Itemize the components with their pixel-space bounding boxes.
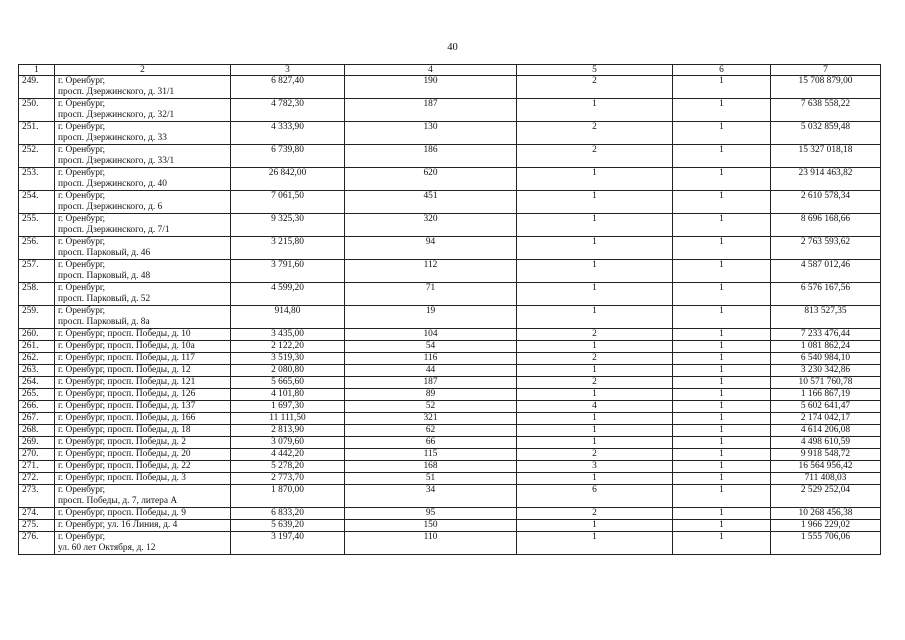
table-row (19, 122, 881, 145)
table-row (19, 401, 881, 413)
area-cell: 4 782,30 (231, 99, 345, 122)
address-line-1: г. Оренбург, просп. Победы, д. 121 (58, 377, 196, 387)
area-cell: 11 111,50 (231, 413, 345, 425)
table-row (19, 260, 881, 283)
address-cell (55, 389, 231, 401)
cost-cell: 5 602 641,47 (771, 401, 881, 413)
cost-cell: 2 610 578,34 (771, 191, 881, 214)
people-cell: 71 (345, 283, 517, 306)
people-cell: 62 (345, 425, 517, 437)
area-cell: 3 197,40 (231, 532, 345, 555)
col5-cell: 1 (517, 99, 673, 122)
cost-cell: 10 268 456,38 (771, 508, 881, 520)
col5-cell: 4 (517, 401, 673, 413)
address-line-1: г. Оренбург, просп. Победы, д. 20 (58, 449, 191, 459)
col6-cell: 1 (673, 99, 771, 122)
row-number: 267. (19, 413, 55, 425)
address-line-1: г. Оренбург, просп. Победы, д. 166 (58, 413, 196, 423)
address-line-1: г. Оренбург, просп. Победы, д. 18 (58, 425, 191, 435)
col5-cell: 2 (517, 353, 673, 365)
area-cell: 26 842,00 (231, 168, 345, 191)
address-cell (55, 353, 231, 365)
col5-cell: 1 (517, 341, 673, 353)
address-cell (55, 168, 231, 191)
address-line-1: г. Оренбург, (58, 237, 106, 247)
table-row (19, 283, 881, 306)
address-line-1: г. Оренбург, просп. Победы, д. 117 (58, 353, 195, 363)
area-cell: 2 773,70 (231, 473, 345, 485)
col5-cell: 1 (517, 413, 673, 425)
header-col-1: 1 (19, 65, 55, 76)
row-number: 270. (19, 449, 55, 461)
address-cell (55, 329, 231, 341)
people-cell: 187 (345, 99, 517, 122)
table-row (19, 99, 881, 122)
area-cell: 7 061,50 (231, 191, 345, 214)
address-line-2: просп. Дзержинского, д. 31/1 (58, 87, 175, 97)
cost-cell: 23 914 463,82 (771, 168, 881, 191)
table-row (19, 389, 881, 401)
header-col-7: 7 (771, 65, 881, 76)
header-col-3: 3 (231, 65, 345, 76)
people-cell: 51 (345, 473, 517, 485)
table-row (19, 306, 881, 329)
row-number: 250. (19, 99, 55, 122)
table-row (19, 508, 881, 520)
people-cell: 44 (345, 365, 517, 377)
header-col-5: 5 (517, 65, 673, 76)
table-body (19, 76, 881, 555)
cost-cell: 7 638 558,22 (771, 99, 881, 122)
address-cell (55, 260, 231, 283)
address-line-2: просп. Дзержинского, д. 33/1 (58, 156, 175, 166)
row-number: 274. (19, 508, 55, 520)
row-number: 275. (19, 520, 55, 532)
people-cell: 116 (345, 353, 517, 365)
address-line-2: просп. Дзержинского, д. 33 (58, 133, 167, 143)
table-row (19, 377, 881, 389)
people-cell: 320 (345, 214, 517, 237)
area-cell: 3 215,80 (231, 237, 345, 260)
header-col-2: 2 (55, 65, 231, 76)
people-cell: 95 (345, 508, 517, 520)
row-number: 265. (19, 389, 55, 401)
area-cell: 3 519,30 (231, 353, 345, 365)
data-table (18, 64, 881, 555)
cost-cell: 15 708 879,00 (771, 76, 881, 99)
col6-cell: 1 (673, 365, 771, 377)
area-cell: 1 870,00 (231, 485, 345, 508)
area-cell: 4 599,20 (231, 283, 345, 306)
address-line-1: г. Оренбург, просп. Победы, д. 22 (58, 461, 191, 471)
table-row (19, 214, 881, 237)
cost-cell: 711 408,03 (771, 473, 881, 485)
cost-cell: 9 918 548,72 (771, 449, 881, 461)
address-line-1: г. Оренбург, просп. Победы, д. 12 (58, 365, 191, 375)
cost-cell: 4 614 206,08 (771, 425, 881, 437)
address-cell (55, 306, 231, 329)
row-number: 262. (19, 353, 55, 365)
col5-cell: 2 (517, 145, 673, 168)
col5-cell: 1 (517, 437, 673, 449)
row-number: 259. (19, 306, 55, 329)
address-line-2: просп. Дзержинского, д. 32/1 (58, 110, 175, 120)
address-cell (55, 437, 231, 449)
area-cell: 4 442,20 (231, 449, 345, 461)
col5-cell: 1 (517, 168, 673, 191)
cost-cell: 6 576 167,56 (771, 283, 881, 306)
address-line-1: г. Оренбург, ул. 16 Линия, д. 4 (58, 520, 178, 530)
row-number: 273. (19, 485, 55, 508)
address-cell (55, 485, 231, 508)
col6-cell: 1 (673, 377, 771, 389)
col6-cell: 1 (673, 389, 771, 401)
col6-cell: 1 (673, 122, 771, 145)
address-cell (55, 214, 231, 237)
row-number: 269. (19, 437, 55, 449)
row-number: 272. (19, 473, 55, 485)
people-cell: 190 (345, 76, 517, 99)
address-cell (55, 191, 231, 214)
cost-cell: 2 529 252,04 (771, 485, 881, 508)
table-row (19, 168, 881, 191)
area-cell: 6 739,80 (231, 145, 345, 168)
address-cell (55, 237, 231, 260)
table-row (19, 191, 881, 214)
people-cell: 115 (345, 449, 517, 461)
cost-cell: 5 032 859,48 (771, 122, 881, 145)
area-cell: 914,80 (231, 306, 345, 329)
address-line-1: г. Оренбург, (58, 168, 106, 178)
row-number: 266. (19, 401, 55, 413)
area-cell: 5 278,20 (231, 461, 345, 473)
col5-cell: 1 (517, 237, 673, 260)
header-col-6: 6 (673, 65, 771, 76)
row-number: 249. (19, 76, 55, 99)
address-line-2: просп. Парковый, д. 46 (58, 248, 151, 258)
address-line-2: ул. 60 лет Октября, д. 12 (58, 543, 156, 553)
address-line-1: г. Оренбург, (58, 485, 106, 495)
address-line-1: г. Оренбург, (58, 260, 106, 270)
row-number: 255. (19, 214, 55, 237)
address-cell (55, 99, 231, 122)
cost-cell: 813 527,35 (771, 306, 881, 329)
row-number: 252. (19, 145, 55, 168)
col6-cell: 1 (673, 473, 771, 485)
table-row (19, 413, 881, 425)
address-line-2: просп. Победы, д. 7, литера А (58, 496, 178, 506)
page-number: 40 (447, 42, 458, 53)
col6-cell: 1 (673, 145, 771, 168)
people-cell: 54 (345, 341, 517, 353)
col5-cell: 1 (517, 520, 673, 532)
people-cell: 104 (345, 329, 517, 341)
col6-cell: 1 (673, 191, 771, 214)
area-cell: 5 639,20 (231, 520, 345, 532)
row-number: 276. (19, 532, 55, 555)
table-row (19, 365, 881, 377)
address-cell (55, 532, 231, 555)
col5-cell: 2 (517, 329, 673, 341)
row-number: 254. (19, 191, 55, 214)
col5-cell: 1 (517, 425, 673, 437)
address-line-1: г. Оренбург, (58, 306, 106, 316)
table-row (19, 329, 881, 341)
table-row (19, 145, 881, 168)
cost-cell: 1 966 229,02 (771, 520, 881, 532)
address-line-1: г. Оренбург, (58, 122, 106, 132)
area-cell: 6 833,20 (231, 508, 345, 520)
people-cell: 66 (345, 437, 517, 449)
row-number: 261. (19, 341, 55, 353)
area-cell: 2 813,90 (231, 425, 345, 437)
table-row (19, 437, 881, 449)
col5-cell: 2 (517, 122, 673, 145)
area-cell: 3 435,00 (231, 329, 345, 341)
area-cell: 4 333,90 (231, 122, 345, 145)
col6-cell: 1 (673, 329, 771, 341)
row-number: 260. (19, 329, 55, 341)
people-cell: 150 (345, 520, 517, 532)
address-line-2: просп. Парковый, д. 8а (58, 317, 150, 327)
col5-cell: 1 (517, 365, 673, 377)
address-cell (55, 401, 231, 413)
col6-cell: 1 (673, 508, 771, 520)
col5-cell: 1 (517, 260, 673, 283)
col6-cell: 1 (673, 485, 771, 508)
table-row (19, 485, 881, 508)
address-line-1: г. Оренбург, просп. Победы, д. 10а (58, 341, 195, 351)
address-cell (55, 145, 231, 168)
address-line-2: просп. Дзержинского, д. 6 (58, 202, 163, 212)
address-line-1: г. Оренбург, (58, 145, 106, 155)
table-row (19, 237, 881, 260)
cost-cell: 7 233 476,44 (771, 329, 881, 341)
col6-cell: 1 (673, 520, 771, 532)
table-row (19, 341, 881, 353)
people-cell: 620 (345, 168, 517, 191)
address-line-1: г. Оренбург, (58, 532, 106, 542)
col6-cell: 1 (673, 437, 771, 449)
col5-cell: 2 (517, 449, 673, 461)
col5-cell: 3 (517, 461, 673, 473)
table-row (19, 449, 881, 461)
col6-cell: 1 (673, 353, 771, 365)
address-line-1: г. Оренбург, (58, 283, 106, 293)
address-line-1: г. Оренбург, (58, 76, 106, 86)
col6-cell: 1 (673, 260, 771, 283)
col5-cell: 2 (517, 377, 673, 389)
address-cell (55, 365, 231, 377)
col5-cell: 1 (517, 306, 673, 329)
address-line-2: просп. Дзержинского, д. 40 (58, 179, 167, 189)
address-line-1: г. Оренбург, просп. Победы, д. 137 (58, 401, 196, 411)
address-line-1: г. Оренбург, просп. Победы, д. 9 (58, 508, 186, 518)
area-cell: 4 101,80 (231, 389, 345, 401)
table-row (19, 425, 881, 437)
row-number: 268. (19, 425, 55, 437)
address-cell (55, 473, 231, 485)
area-cell: 1 697,30 (231, 401, 345, 413)
address-cell (55, 283, 231, 306)
col6-cell: 1 (673, 461, 771, 473)
row-number: 263. (19, 365, 55, 377)
col6-cell: 1 (673, 76, 771, 99)
col5-cell: 6 (517, 485, 673, 508)
col5-cell: 1 (517, 532, 673, 555)
col6-cell: 1 (673, 214, 771, 237)
col6-cell: 1 (673, 401, 771, 413)
people-cell: 34 (345, 485, 517, 508)
address-cell (55, 76, 231, 99)
address-line-2: просп. Парковый, д. 52 (58, 294, 151, 304)
address-line-1: г. Оренбург, (58, 214, 106, 224)
people-cell: 187 (345, 377, 517, 389)
table-row (19, 520, 881, 532)
cost-cell: 15 327 018,18 (771, 145, 881, 168)
col6-cell: 1 (673, 237, 771, 260)
cost-cell: 3 230 342,86 (771, 365, 881, 377)
people-cell: 19 (345, 306, 517, 329)
address-line-1: г. Оренбург, просп. Победы, д. 10 (58, 329, 191, 339)
col5-cell: 1 (517, 283, 673, 306)
area-cell: 2 122,20 (231, 341, 345, 353)
col6-cell: 1 (673, 306, 771, 329)
address-cell (55, 122, 231, 145)
address-cell (55, 377, 231, 389)
col6-cell: 1 (673, 283, 771, 306)
people-cell: 94 (345, 237, 517, 260)
people-cell: 52 (345, 401, 517, 413)
address-cell (55, 413, 231, 425)
cost-cell: 6 540 984,10 (771, 353, 881, 365)
people-cell: 110 (345, 532, 517, 555)
area-cell: 9 325,30 (231, 214, 345, 237)
table-row (19, 353, 881, 365)
row-number: 264. (19, 377, 55, 389)
address-line-1: г. Оренбург, (58, 99, 106, 109)
col5-cell: 1 (517, 473, 673, 485)
col5-cell: 1 (517, 191, 673, 214)
cost-cell: 10 571 760,78 (771, 377, 881, 389)
col6-cell: 1 (673, 449, 771, 461)
address-line-1: г. Оренбург, (58, 191, 106, 201)
address-line-2: просп. Парковый, д. 48 (58, 271, 151, 281)
row-number: 271. (19, 461, 55, 473)
table-row (19, 76, 881, 99)
people-cell: 186 (345, 145, 517, 168)
cost-cell: 2 763 593,62 (771, 237, 881, 260)
cost-cell: 8 696 168,66 (771, 214, 881, 237)
people-cell: 321 (345, 413, 517, 425)
area-cell: 3 079,60 (231, 437, 345, 449)
header-row (19, 65, 881, 76)
address-line-1: г. Оренбург, просп. Победы, д. 126 (58, 389, 196, 399)
people-cell: 89 (345, 389, 517, 401)
col6-cell: 1 (673, 168, 771, 191)
area-cell: 5 665,60 (231, 377, 345, 389)
cost-cell: 2 174 042,17 (771, 413, 881, 425)
cost-cell: 1 555 706,06 (771, 532, 881, 555)
header-col-4: 4 (345, 65, 517, 76)
col5-cell: 1 (517, 389, 673, 401)
col5-cell: 2 (517, 508, 673, 520)
address-cell (55, 461, 231, 473)
table-row (19, 473, 881, 485)
col6-cell: 1 (673, 532, 771, 555)
address-cell (55, 520, 231, 532)
address-line-1: г. Оренбург, просп. Победы, д. 2 (58, 437, 186, 447)
row-number: 256. (19, 237, 55, 260)
cost-cell: 16 564 956,42 (771, 461, 881, 473)
cost-cell: 4 587 012,46 (771, 260, 881, 283)
col6-cell: 1 (673, 425, 771, 437)
people-cell: 168 (345, 461, 517, 473)
address-line-1: г. Оренбург, просп. Победы, д. 3 (58, 473, 186, 483)
address-cell (55, 449, 231, 461)
row-number: 257. (19, 260, 55, 283)
row-number: 251. (19, 122, 55, 145)
col6-cell: 1 (673, 341, 771, 353)
address-cell (55, 508, 231, 520)
area-cell: 2 080,80 (231, 365, 345, 377)
cost-cell: 4 498 610,59 (771, 437, 881, 449)
people-cell: 130 (345, 122, 517, 145)
table-row (19, 532, 881, 555)
address-cell (55, 425, 231, 437)
address-cell (55, 341, 231, 353)
col5-cell: 2 (517, 76, 673, 99)
people-cell: 451 (345, 191, 517, 214)
cost-cell: 1 081 862,24 (771, 341, 881, 353)
cost-cell: 1 166 867,19 (771, 389, 881, 401)
people-cell: 112 (345, 260, 517, 283)
area-cell: 6 827,40 (231, 76, 345, 99)
row-number: 258. (19, 283, 55, 306)
table-row (19, 461, 881, 473)
area-cell: 3 791,60 (231, 260, 345, 283)
col6-cell: 1 (673, 413, 771, 425)
address-line-2: просп. Дзержинского, д. 7/1 (58, 225, 170, 235)
col5-cell: 1 (517, 214, 673, 237)
row-number: 253. (19, 168, 55, 191)
